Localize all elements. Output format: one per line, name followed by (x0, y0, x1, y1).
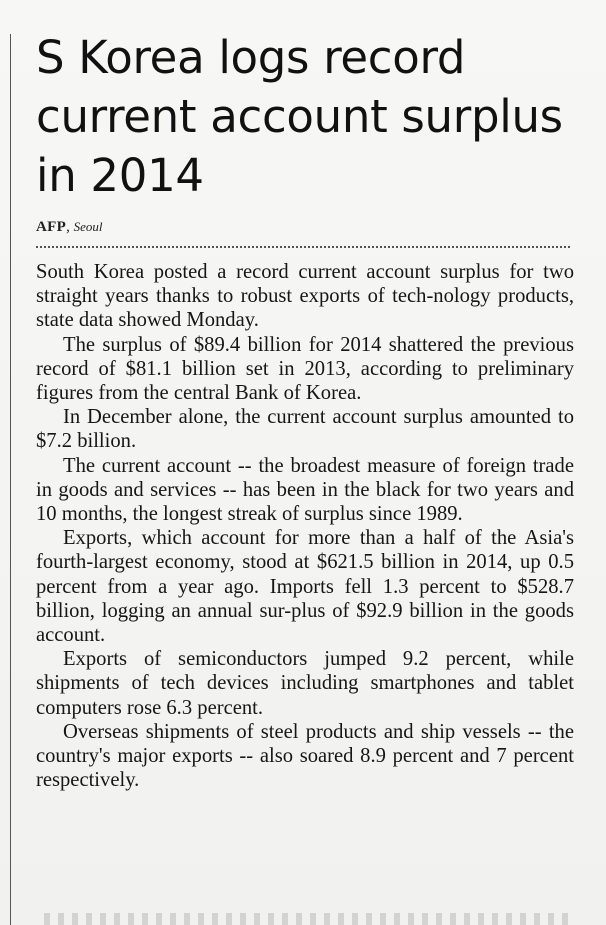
paragraph: The surplus of $89.4 billion for 2014 shattered the previous record of $81.1 billion set in 2013, according to preliminary figures from the central Bank of Korea. (36, 333, 574, 405)
paragraph: In December alone, the current account surplus amounted to $7.2 billion. (36, 406, 574, 453)
dotted-separator (36, 246, 570, 248)
paragraph: Exports of semiconductors jumped 9.2 percent, while shipments of tech devices including smartphones and tablet computers rose 6.3 percent. (36, 648, 574, 719)
headline: S Korea logs record current account surplus in 2014 (36, 31, 563, 202)
article-body (36, 260, 574, 792)
byline-separator: , (66, 219, 74, 235)
cropped-next-line (36, 913, 570, 925)
paragraph: South Korea posted a record current account surplus for two straight years thanks to robust exports of tech-nology products, state data showed Monday. (36, 261, 574, 332)
paragraph: Exports, which account for more than a half of the Asia's fourth-largest economy, stood at $621.5 billion in 2014, up 0.5 percent from a year ago. Imports fell 1.3 percent to $528.7 billion, logging an annual sur-plus of $92.9 billion in the goods account. (36, 527, 574, 647)
paragraph: Overseas shipments of steel products and ship vessels -- the country's major exports -- also soared 8.9 percent and 7 percent respectively. (36, 720, 574, 792)
byline (36, 218, 574, 236)
byline-place: Seoul (73, 219, 103, 234)
paragraph: The current account -- the broadest measure of foreign trade in goods and services -- has been in the black for two years and 10 months, the longest streak of surplus since 1989. (36, 454, 574, 526)
column-divider (10, 34, 11, 925)
article (36, 28, 574, 792)
byline-source: AFP (36, 219, 67, 235)
